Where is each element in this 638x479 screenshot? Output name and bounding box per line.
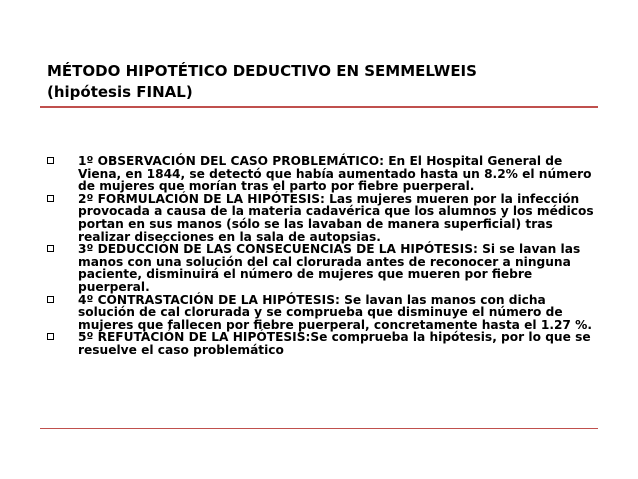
list-item-formulacion [47,193,602,243]
list-item-refutacion [47,331,602,356]
square-bullet-icon [47,195,54,202]
bullet-text: 4º CONTRASTACIÓN DE LA HIPÓTESIS: Se lavan las manos con dicha solución de cal clorurada y se comprueba que disminuye el número de mujeres que fallecen por fiebre puerperal, concretamente hasta el 1.27 %. [78,292,592,332]
title-divider [40,106,598,108]
list-item-observacion [47,155,602,193]
list-item-deduccion [47,243,602,293]
bullet-text: 3º DEDUCCIÓN DE LAS CONSECUENCIAS DE LA HIPÓTESIS: Si se lavan las manos con una solución del cal clorurada antes de reconocer a ninguna paciente, disminuirá el número de mujeres que mueren por fiebre puerperal. [78,242,581,294]
square-bullet-icon [47,296,54,303]
title-line-2: (hipótesis FINAL) [47,83,193,101]
slide-title [47,61,607,103]
square-bullet-icon [47,157,54,164]
square-bullet-icon [47,245,54,252]
title-line-1: MÉTODO HIPOTÉTICO DEDUCTIVO EN SEMMELWEIS [47,62,477,80]
bullet-text: 1º OBSERVACIÓN DEL CASO PROBLEMÁTICO: En El Hospital General de Viena, en 1844, se detectó que había aumentado hasta un 8.2% el número de mujeres que morían tras el parto por fiebre puerperal. [78,154,592,194]
list-item-contrastacion [47,294,602,332]
bottom-divider [40,428,598,429]
square-bullet-icon [47,333,54,340]
bullet-text: 2º FORMULACIÓN DE LA HIPÓTESIS: Las mujeres mueren por la infección provocada a causa de la materia cadavérica que los alumnos y los médicos portan en sus manos (sólo se las lavaban de manera superficial) tras realizar disecciones en la sala de autopsias. [78,191,594,244]
bullet-list [47,155,602,357]
bullet-text: 5º REFUTACIÓN DE LA HIPÓTESIS:Se comprueba la hipótesis, por lo que se resuelve el caso problemático [78,330,591,357]
